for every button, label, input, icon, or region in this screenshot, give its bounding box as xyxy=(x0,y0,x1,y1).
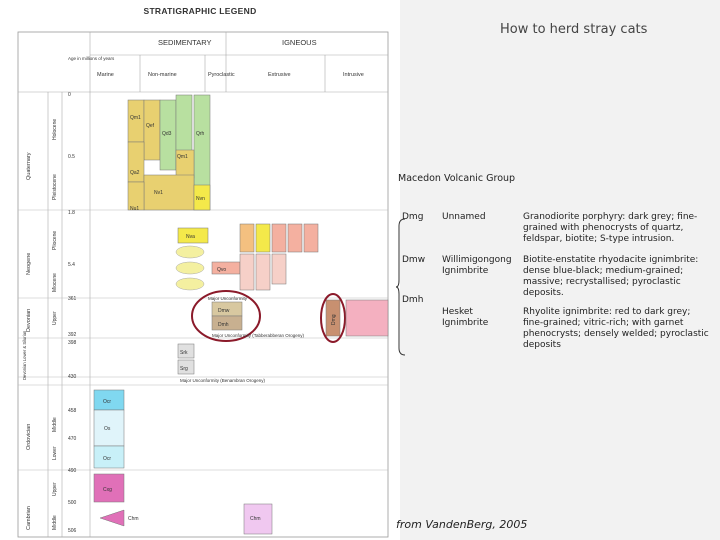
series-upper-cambrian: Upper xyxy=(52,482,58,496)
label-qm1-b: Qm1 xyxy=(177,154,188,160)
series-lower-ordovician: Lower xyxy=(52,446,58,460)
label-qrh: Qrh xyxy=(196,131,205,137)
igneous-col-5 xyxy=(304,224,318,252)
igneous-col-6 xyxy=(240,254,254,290)
igneous-col-3 xyxy=(272,224,286,252)
unit-qef xyxy=(144,100,160,160)
age-3: 5.4 xyxy=(68,262,75,268)
age-1: 0.5 xyxy=(68,154,75,160)
label-nu1: Nu1 xyxy=(130,206,140,212)
label-qef: Qef xyxy=(146,123,155,129)
label-srg: Srg xyxy=(180,366,188,372)
unit-name: Hesket Ignimbrite xyxy=(442,307,489,328)
label-os: Os xyxy=(104,426,111,432)
igneous-col-7 xyxy=(256,254,270,290)
label-dmh: Dmh xyxy=(218,322,229,328)
label-dmw: Dmw xyxy=(218,308,230,314)
label-nva: Nva xyxy=(186,234,195,240)
unit-qa2 xyxy=(128,142,144,182)
brace-icon xyxy=(396,218,406,356)
series-upper-devonian: Upper xyxy=(52,311,58,325)
age-7: 430 xyxy=(68,374,77,380)
col-extrusive: Extrusive xyxy=(268,72,291,78)
igneous-col-4 xyxy=(288,224,302,252)
label-qvo: Qvo xyxy=(217,267,227,273)
label-nv1: Nv1 xyxy=(154,190,163,196)
citation: from VandenBerg, 2005 xyxy=(396,518,528,531)
series-middle-cambrian: Middle xyxy=(52,515,58,530)
unit-chm-wedge xyxy=(100,510,124,526)
label-chm-a: Chm xyxy=(128,516,139,522)
series-pleistocene: Pleistocene xyxy=(52,174,58,200)
label-qd3: Qd3 xyxy=(162,131,172,137)
unit-nv1 xyxy=(144,175,194,210)
slide-title: How to herd stray cats xyxy=(500,22,648,37)
igneous-header: IGNEOUS xyxy=(282,38,317,47)
unit-intrusive-pink xyxy=(346,300,388,336)
series-middle-ordovician: Middle xyxy=(52,417,58,432)
unit-code: Dmh xyxy=(402,295,424,305)
system-devonian-lower-silurian: Devonian Lower & Silurian xyxy=(22,330,27,380)
system-neogene: Neogene xyxy=(26,252,32,275)
unconformity-benambran: Major Unconformity (Benambran Orogeny) xyxy=(180,378,266,383)
col-pyroclastic: Pyroclastic xyxy=(208,72,235,78)
label-qm1: Qm1 xyxy=(130,115,141,121)
age-4: 361 xyxy=(68,296,77,302)
label-chm-b: Chm xyxy=(250,516,261,522)
igneous-col-1 xyxy=(240,224,254,252)
series-holocene: Holocene xyxy=(52,118,58,140)
unit-code: Dmw xyxy=(402,255,426,265)
age-header: Age in millions of years xyxy=(68,56,115,61)
col-non-marine: Non-marine xyxy=(148,72,177,78)
legend-title: STRATIGRAPHIC LEGEND xyxy=(143,6,257,16)
label-ocr-a: Ocr xyxy=(103,399,112,405)
label-nvn: Nvn xyxy=(196,196,205,202)
unit-lens-3 xyxy=(176,278,204,290)
age-5: 392 xyxy=(68,332,77,338)
system-ordovician: Ordovician xyxy=(26,423,32,450)
age-6: 398 xyxy=(68,340,77,346)
unit-description: Granodiorite porphyry: dark grey; fine-grained with phenocrysts of quartz, feldspar, biotite; S-type intrusion. xyxy=(523,212,698,244)
series-pliocene: Pliocene xyxy=(52,230,58,250)
system-devonian: Devonian xyxy=(26,308,32,332)
unconformity-upper: Major Unconformity xyxy=(208,296,248,301)
unit-name: Willimigongong Ignimbrite xyxy=(442,255,512,276)
group-label: Macedon Volcanic Group xyxy=(398,173,516,184)
igneous-col-8 xyxy=(272,254,286,284)
age-0: 0 xyxy=(68,92,71,98)
unit-qm1-a xyxy=(128,100,144,142)
age-9: 470 xyxy=(68,436,77,442)
col-marine: Marine xyxy=(97,72,114,78)
label-cxg: Cxg xyxy=(103,487,112,493)
age-12: 506 xyxy=(68,528,77,534)
sedimentary-header: SEDIMENTARY xyxy=(158,38,212,47)
age-11: 500 xyxy=(68,500,77,506)
unit-code: Dmg xyxy=(402,212,424,222)
igneous-col-2 xyxy=(256,224,270,252)
label-dmg: Dmg xyxy=(331,314,337,325)
unit-description: Biotite-enstatite rhyodacite ignimbrite: dense blue-black; medium-grained; massive; recrystallised; pyroclastic deposits. xyxy=(523,255,699,298)
age-8: 458 xyxy=(68,408,77,414)
unit-lens-1 xyxy=(176,246,204,258)
unconformity-tabberabberan: Major Unconformity (Tabberabberan Orogeny) xyxy=(212,333,305,338)
label-srk: Srk xyxy=(180,350,188,356)
age-10: 490 xyxy=(68,468,77,474)
unit-description: Rhyolite ignimbrite: red to dark grey; fine-grained; vitric-rich; with garnet phenocrysts; densely welded; pyroclastic deposits xyxy=(523,307,709,350)
unit-name: Unnamed xyxy=(442,212,486,222)
unit-lens-2 xyxy=(176,262,204,274)
label-qa2: Qa2 xyxy=(130,170,140,176)
system-cambrian: Cambrian xyxy=(26,506,32,530)
col-intrusive: Intrusive xyxy=(343,72,364,78)
label-ocr-b: Ocr xyxy=(103,456,112,462)
age-2: 1.8 xyxy=(68,210,75,216)
series-miocene: Miocene xyxy=(52,273,58,292)
system-quaternary: Quaternary xyxy=(26,152,32,180)
